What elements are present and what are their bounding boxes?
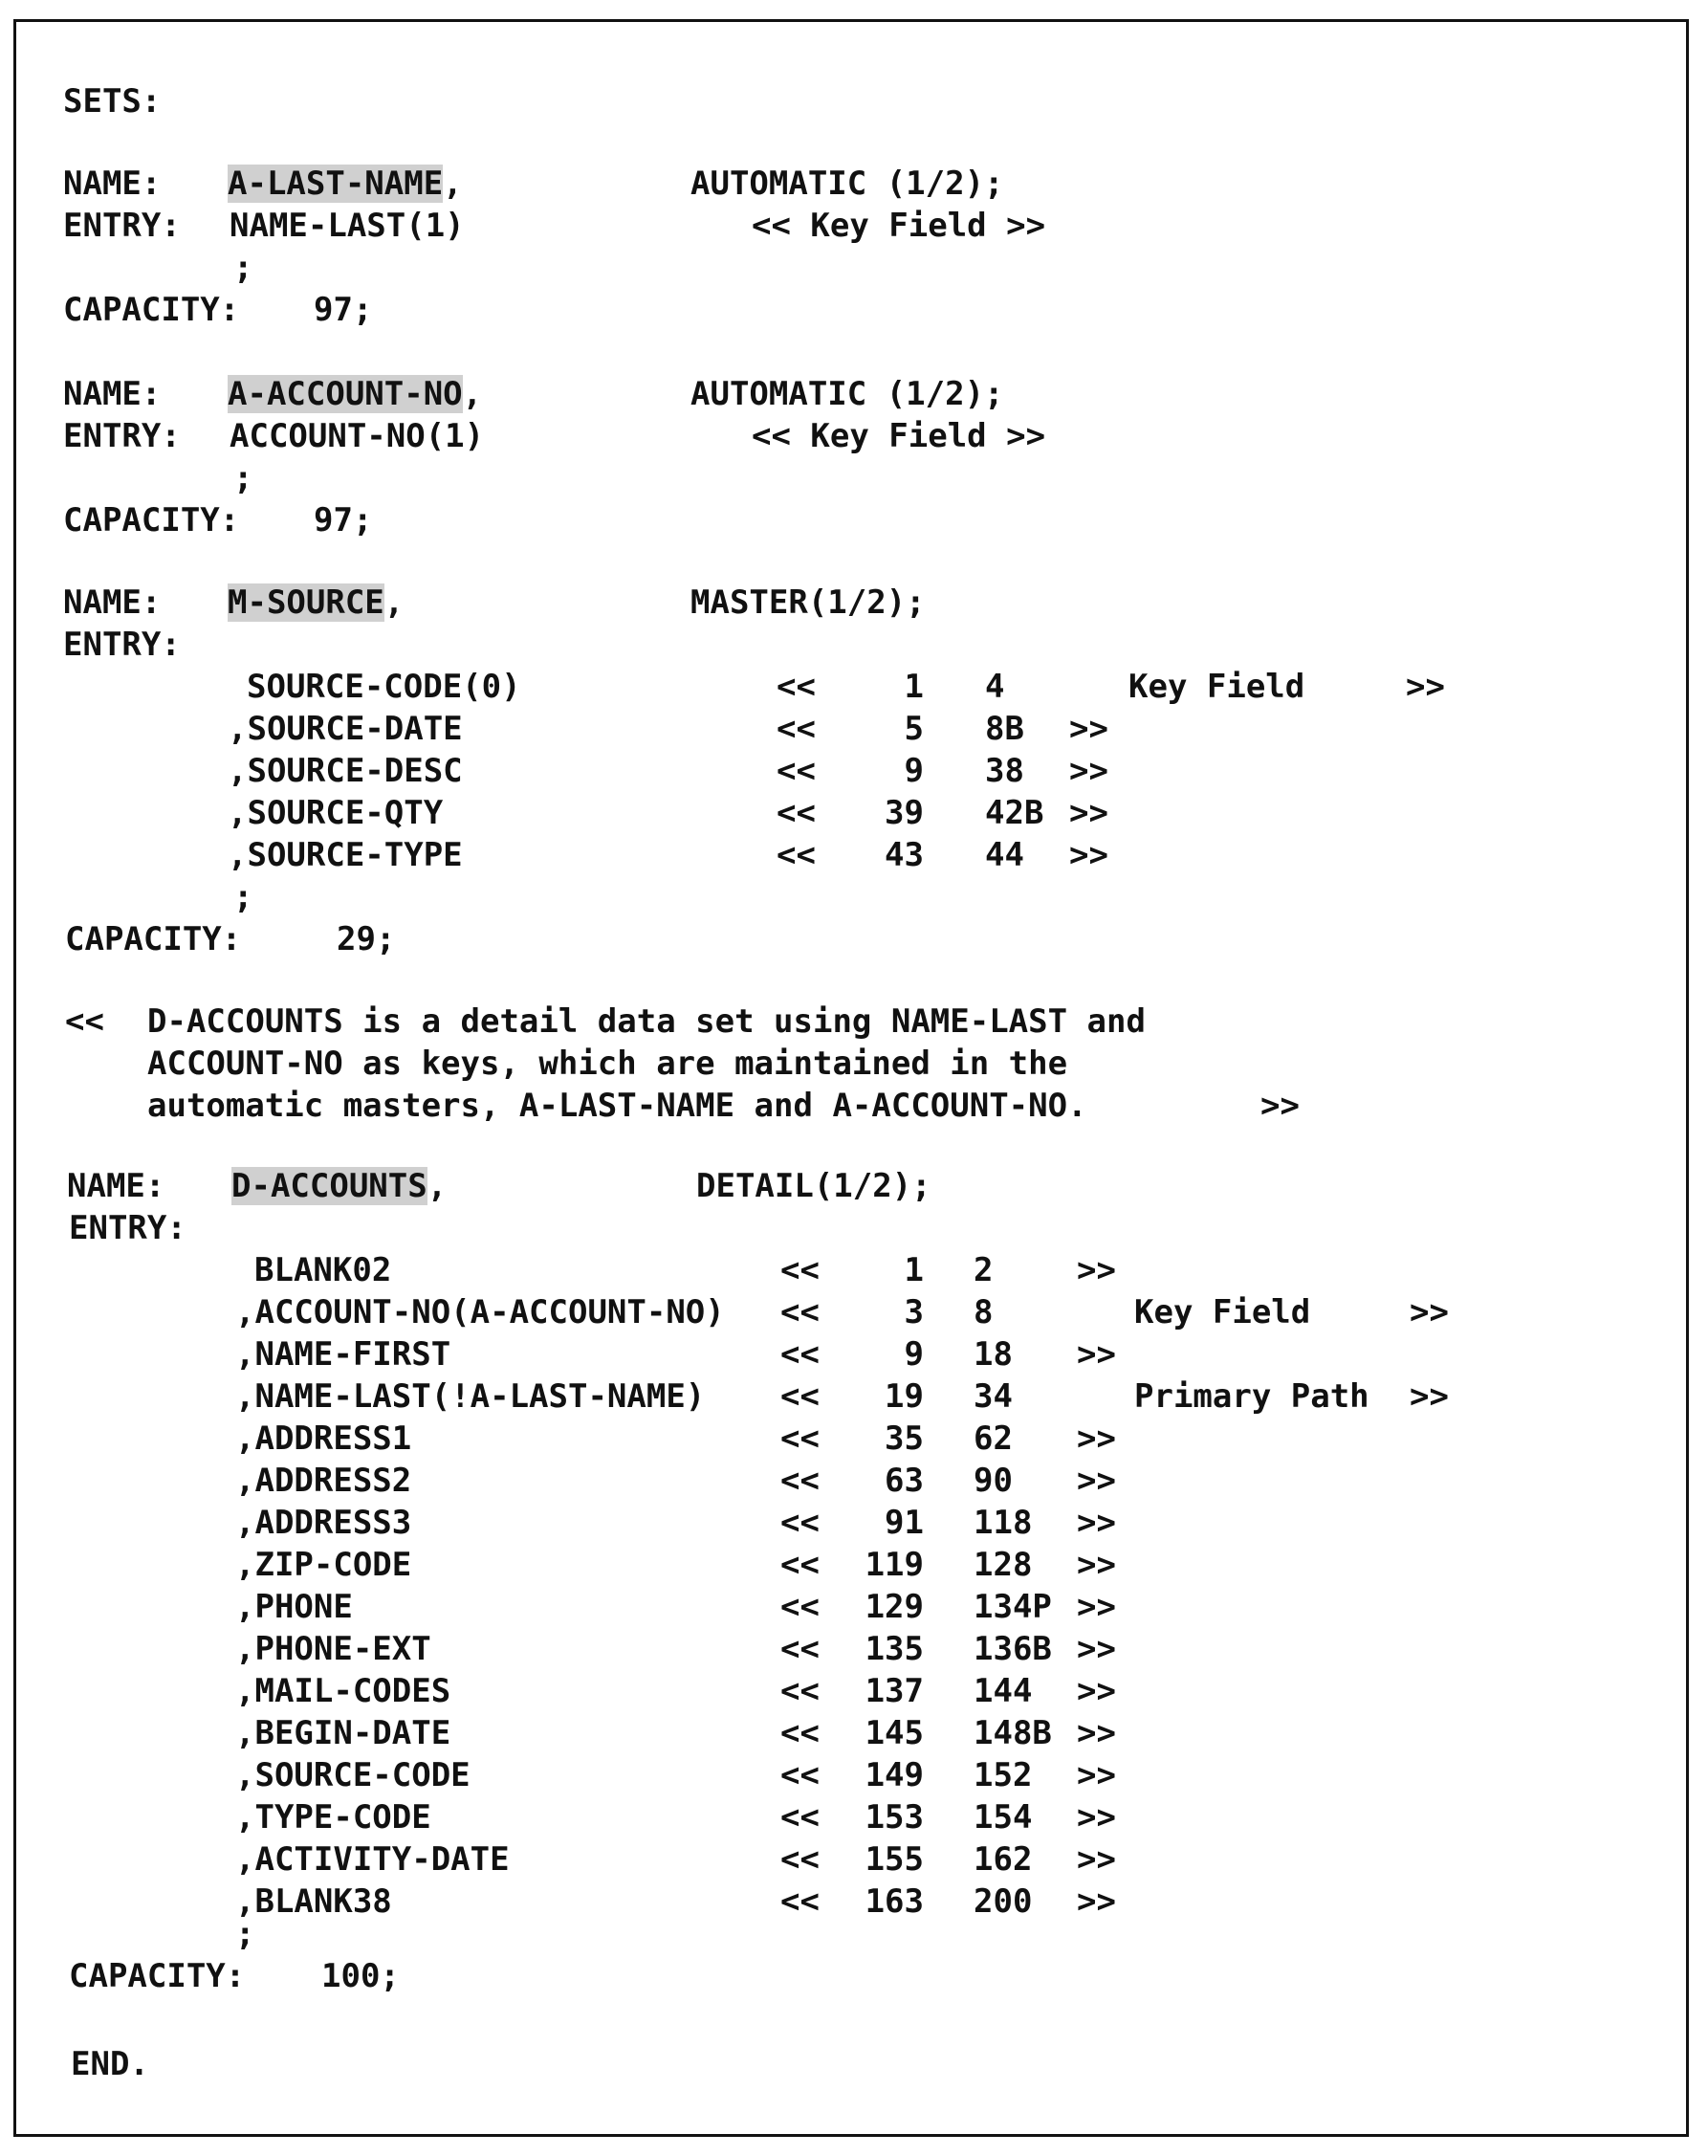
- field-name: ,TYPE-CODE: [235, 1798, 431, 1837]
- end-marker: END.: [71, 2045, 149, 2083]
- comment-open: <<: [65, 1002, 104, 1041]
- field-close-marker: >>: [1077, 1588, 1116, 1626]
- set1-name-line: [228, 163, 463, 205]
- field-end: 4: [985, 668, 1005, 706]
- field-start: 5: [904, 710, 924, 748]
- field-open-marker: <<: [780, 1462, 820, 1500]
- field-start: 63: [885, 1462, 924, 1500]
- field-start: 43: [885, 836, 924, 874]
- field-start: 153: [865, 1798, 924, 1837]
- set3-capacity: 29;: [337, 920, 396, 958]
- field-end: 154: [974, 1798, 1033, 1837]
- field-close-marker: >>: [1077, 1672, 1116, 1710]
- field-start: 19: [885, 1377, 924, 1416]
- field-start: 39: [885, 794, 924, 832]
- field-start: 35: [885, 1419, 924, 1458]
- field-open-marker: <<: [780, 1714, 820, 1752]
- field-start: 9: [904, 752, 924, 790]
- field-open-marker: <<: [780, 1840, 820, 1879]
- field-name: ,SOURCE-DESC: [228, 752, 463, 790]
- field-end: 8: [974, 1293, 994, 1331]
- field-end: 144: [974, 1672, 1033, 1710]
- detail-name: D-ACCOUNTS: [231, 1167, 427, 1205]
- field-open-marker: <<: [780, 1335, 820, 1374]
- field-note-close: >>: [1410, 1377, 1449, 1416]
- field-end: 134P: [974, 1588, 1052, 1626]
- set2-capacity: 97;: [314, 501, 373, 539]
- field-open-marker: <<: [780, 1377, 820, 1416]
- field-start: 119: [865, 1546, 924, 1584]
- field-close-marker: >>: [1069, 752, 1108, 790]
- field-start: 129: [865, 1588, 924, 1626]
- field-end: 90: [974, 1462, 1013, 1500]
- set3-type: MASTER(1/2);: [690, 583, 926, 622]
- detail-entry-label: ENTRY:: [69, 1209, 186, 1247]
- field-note: Key Field: [1134, 1293, 1311, 1331]
- field-name: ,SOURCE-QTY: [228, 794, 444, 832]
- field-name: ,ZIP-CODE: [235, 1546, 412, 1584]
- field-note: Key Field: [1128, 668, 1305, 706]
- field-close-marker: >>: [1077, 1419, 1116, 1458]
- field-end: 152: [974, 1756, 1033, 1794]
- set3-name-comma: ,: [383, 583, 405, 622]
- field-name: ,SOURCE-DATE: [228, 710, 463, 748]
- field-end: 8B: [985, 710, 1024, 748]
- field-end: 148B: [974, 1714, 1052, 1752]
- set3-name-line: [228, 582, 404, 624]
- field-open-marker: <<: [780, 1630, 820, 1668]
- field-open-marker: <<: [780, 1672, 820, 1710]
- set2-name-line: [228, 373, 482, 415]
- field-open-marker: <<: [777, 836, 816, 874]
- field-name: ,MAIL-CODES: [235, 1672, 451, 1710]
- field-start: 1: [904, 1251, 924, 1289]
- set2-entry-comment: << Key Field >>: [752, 417, 1046, 455]
- field-name: ,ADDRESS1: [235, 1419, 412, 1458]
- field-open-marker: <<: [780, 1251, 820, 1289]
- set3-name-label: NAME:: [63, 583, 162, 622]
- field-start: 145: [865, 1714, 924, 1752]
- field-close-marker: >>: [1077, 1462, 1116, 1500]
- field-name: ,NAME-LAST(!A-LAST-NAME): [235, 1377, 706, 1416]
- field-close-marker: >>: [1077, 1756, 1116, 1794]
- field-end: 118: [974, 1504, 1033, 1542]
- sets-heading: SETS:: [63, 82, 162, 121]
- set2-entry: ACCOUNT-NO(1): [230, 417, 485, 455]
- set2-name-comma: ,: [462, 375, 483, 413]
- field-start: 9: [904, 1335, 924, 1374]
- set1-name-label: NAME:: [63, 165, 162, 203]
- field-start: 163: [865, 1882, 924, 1921]
- detail-name-comma: ,: [427, 1167, 448, 1205]
- field-close-marker: >>: [1077, 1798, 1116, 1837]
- field-close-marker: >>: [1077, 1251, 1116, 1289]
- field-end: 128: [974, 1546, 1033, 1584]
- field-note: Primary Path: [1134, 1377, 1369, 1416]
- set2-type: AUTOMATIC (1/2);: [690, 375, 1004, 413]
- field-close-marker: >>: [1069, 836, 1108, 874]
- field-open-marker: <<: [777, 752, 816, 790]
- detail-capacity: 100;: [321, 1957, 400, 1995]
- field-open-marker: <<: [777, 668, 816, 706]
- field-name: ,ADDRESS2: [235, 1462, 412, 1500]
- field-name: ,PHONE: [235, 1588, 353, 1626]
- field-end: 200: [974, 1882, 1033, 1921]
- field-open-marker: <<: [777, 710, 816, 748]
- field-name: ,ACTIVITY-DATE: [235, 1840, 510, 1879]
- set1-name-comma: ,: [443, 165, 463, 203]
- field-end: 38: [985, 752, 1024, 790]
- field-name: ,SOURCE-TYPE: [228, 836, 463, 874]
- field-open-marker: <<: [780, 1882, 820, 1921]
- field-start: 155: [865, 1840, 924, 1879]
- set2-semicolon: ;: [233, 459, 253, 497]
- field-name: ,ACCOUNT-NO(A-ACCOUNT-NO): [235, 1293, 725, 1331]
- detail-capacity-label: CAPACITY:: [69, 1957, 246, 1995]
- detail-name-label: NAME:: [67, 1167, 165, 1205]
- field-close-marker: >>: [1077, 1714, 1116, 1752]
- field-close-marker: >>: [1077, 1882, 1116, 1921]
- field-name: ,NAME-FIRST: [235, 1335, 451, 1374]
- set3-semicolon: ;: [233, 878, 253, 916]
- field-start: 149: [865, 1756, 924, 1794]
- field-close-marker: >>: [1077, 1630, 1116, 1668]
- field-start: 91: [885, 1504, 924, 1542]
- field-open-marker: <<: [777, 794, 816, 832]
- field-close-marker: >>: [1077, 1335, 1116, 1374]
- field-open-marker: <<: [780, 1419, 820, 1458]
- field-start: 1: [904, 668, 924, 706]
- set1-semicolon: ;: [233, 249, 253, 287]
- field-start: 137: [865, 1672, 924, 1710]
- field-end: 42B: [985, 794, 1044, 832]
- set2-capacity-label: CAPACITY:: [63, 501, 240, 539]
- field-close-marker: >>: [1077, 1840, 1116, 1879]
- set3-entry-label: ENTRY:: [63, 626, 181, 664]
- field-open-marker: <<: [780, 1756, 820, 1794]
- comment-line-2: ACCOUNT-NO as keys, which are maintained in the: [147, 1045, 1068, 1083]
- field-note-close: >>: [1410, 1293, 1449, 1331]
- field-end: 62: [974, 1419, 1013, 1458]
- field-end: 2: [974, 1251, 994, 1289]
- set1-entry-comment: << Key Field >>: [752, 207, 1046, 245]
- field-end: 34: [974, 1377, 1013, 1416]
- field-close-marker: >>: [1077, 1546, 1116, 1584]
- field-close-marker: >>: [1077, 1504, 1116, 1542]
- field-end: 18: [974, 1335, 1013, 1374]
- set1-name: A-LAST-NAME: [228, 165, 444, 203]
- comment-close: >>: [1260, 1087, 1300, 1125]
- comment-line-1: D-ACCOUNTS is a detail data set using NAME-LAST and: [147, 1002, 1146, 1041]
- field-name: ,BLANK38: [235, 1882, 392, 1921]
- set1-capacity-label: CAPACITY:: [63, 291, 240, 329]
- field-note-close: >>: [1406, 668, 1445, 706]
- field-name: ,SOURCE-CODE: [235, 1756, 471, 1794]
- set1-type: AUTOMATIC (1/2);: [690, 165, 1004, 203]
- detail-semicolon: ;: [235, 1915, 255, 1953]
- comment-line-3: automatic masters, A-LAST-NAME and A-ACCOUNT-NO.: [147, 1087, 1087, 1125]
- set3-name: M-SOURCE: [228, 583, 384, 622]
- set2-entry-label: ENTRY:: [63, 417, 181, 455]
- set2-name-label: NAME:: [63, 375, 162, 413]
- field-open-marker: <<: [780, 1504, 820, 1542]
- field-name: ,BEGIN-DATE: [235, 1714, 451, 1752]
- field-end: 162: [974, 1840, 1033, 1879]
- field-close-marker: >>: [1069, 794, 1108, 832]
- field-open-marker: <<: [780, 1293, 820, 1331]
- field-end: 136B: [974, 1630, 1052, 1668]
- field-start: 135: [865, 1630, 924, 1668]
- set1-entry: NAME-LAST(1): [230, 207, 465, 245]
- field-end: 44: [985, 836, 1024, 874]
- set2-name: A-ACCOUNT-NO: [228, 375, 463, 413]
- set3-capacity-label: CAPACITY:: [65, 920, 242, 958]
- field-close-marker: >>: [1069, 710, 1108, 748]
- field-name: ,ADDRESS3: [235, 1504, 412, 1542]
- field-start: 3: [904, 1293, 924, 1331]
- field-open-marker: <<: [780, 1588, 820, 1626]
- field-open-marker: <<: [780, 1798, 820, 1837]
- field-open-marker: <<: [780, 1546, 820, 1584]
- field-name: BLANK02: [254, 1251, 392, 1289]
- field-name: SOURCE-CODE(0): [247, 668, 521, 706]
- set1-capacity: 97;: [314, 291, 373, 329]
- field-name: ,PHONE-EXT: [235, 1630, 431, 1668]
- detail-name-line: [231, 1165, 447, 1207]
- set1-entry-label: ENTRY:: [63, 207, 181, 245]
- detail-type: DETAIL(1/2);: [696, 1167, 931, 1205]
